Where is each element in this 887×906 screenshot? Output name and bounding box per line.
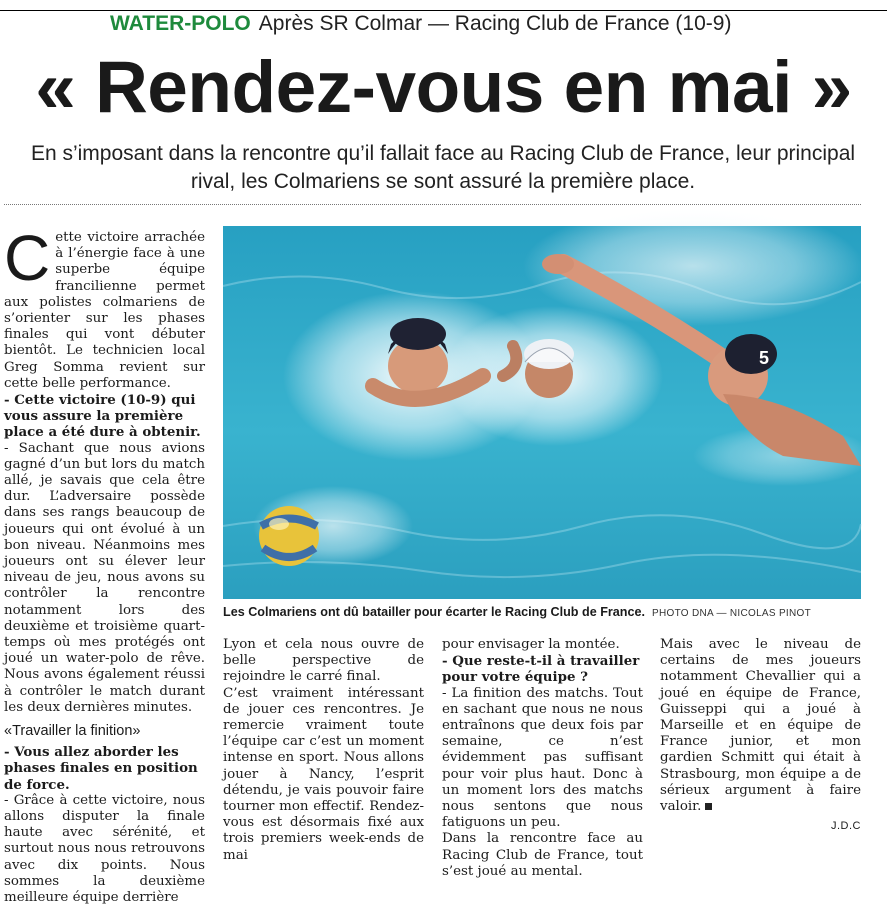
- end-mark: [705, 803, 712, 810]
- intro-text: ette victoire arrachée à l’énergie face à une superbe équipe francilienne permet aux polistes colmariens de s’orienter sur les phases finales qui vont débuter bientôt. Le technicien local Greg Somma revient sur cette belle performance.: [4, 230, 205, 391]
- answer-3-part-2: Dans la rencontre face au Racing Club de France, tout s’est joué au mental.: [442, 831, 643, 879]
- cap-number: 5: [759, 348, 770, 368]
- answer-3: - La finition des matchs. Tout en sachant que nous ne nous entraînons que deux fois par semaine, ce n’est évidemment pas suffisant pour voir plus haut. Donc à un moment lors des matchs nous sentons que nous fatiguons un peu.: [442, 685, 643, 831]
- water-polo-photo: [223, 226, 861, 599]
- article-column-3: [442, 637, 643, 879]
- article-column-4: [660, 637, 861, 833]
- match-result: Après SR Colmar — Racing Club de France (10-9): [258, 12, 732, 35]
- answer-2-part-2: Lyon et cela nous ouvre de belle perspective de rejoindre le carré final.: [223, 637, 424, 685]
- rubric-label: WATER-POLO: [110, 12, 251, 35]
- answer-3-text: Mais avec le niveau de certains de mes joueurs notamment Chevallier qui a joué en équipe de France, Guisseppi qui a joué à Marseille et en équipe de France junior, et mon gardien Schmitt qui était à Strasbourg, mon équipe a de sérieux argument à faire valoir.: [660, 637, 861, 815]
- article-column-1: [4, 222, 205, 905]
- answer-2-part-1: - Grâce à cette victoire, nous allons disputer la finale haute avec sérénité, et surtout nous nous retrouvons avec dix points. Nous sommes la deuxième meilleure équipe derrière: [4, 792, 205, 905]
- water-polo-ball: [259, 506, 319, 566]
- article-column-2: [223, 637, 424, 863]
- subheading: «Travailler la finition»: [4, 723, 141, 740]
- match-photo: [223, 226, 861, 599]
- kicker: [110, 11, 731, 37]
- answer-1: - Sachant que nous avions gagné d’un but lors du match allé, je savais que cela être dur. L’adversaire possède dans ses rangs beaucoup de joueurs qui ont évolué à un bon niveau. Néanmoins mes joueurs ont su élever leur niveau de jeu, nous avons su contrôler la rencontre notamment lors des deuxième et troisième quart-temps où mes protégés ont joué un water-polo de rêve. Nous avons également réussi à contrôler le match durant les deux dernières minutes.: [4, 440, 205, 715]
- headline: « Rendez-vous en mai »: [35, 47, 852, 128]
- answer-2-part-3: C’est vraiment intéressant de jouer ces rencontres. Je remercie vraiment toute l’équipe car c’est un moment intense en sport. Nous allons jouer à Nancy, l’esprit détendu, je vais pouvoir faire tourner mon effectif. Rendez-vous est désormais fixé aux trois premiers week-ends de mai: [223, 685, 424, 863]
- question-2: - Vous allez aborder les phases finales en position de force.: [4, 744, 198, 793]
- dropcap: C: [4, 222, 51, 294]
- question-1: - Cette victoire (10-9) qui vous assure la première place a été dure à obtenir.: [4, 392, 201, 441]
- signature: J.D.C: [831, 820, 861, 833]
- photo-caption: [223, 603, 861, 621]
- question-3: - Que reste-t-il à travailler pour votre équipe ?: [442, 653, 640, 686]
- answer-2-part-4: pour envisager la montée.: [442, 637, 620, 652]
- photo-credit: PHOTO DNA — NICOLAS PINOT: [652, 608, 812, 619]
- dotted-divider: [4, 204, 861, 205]
- caption-text: Les Colmariens ont dû batailler pour écarter le Racing Club de France.: [223, 605, 645, 619]
- intro-paragraph: [4, 222, 205, 392]
- deck: En s’imposant dans la rencontre qu’il fallait face au Racing Club de France, leur principal rival, les Colmariens se sont assuré la première place.: [30, 142, 856, 193]
- answer-3-part-3: [660, 637, 861, 815]
